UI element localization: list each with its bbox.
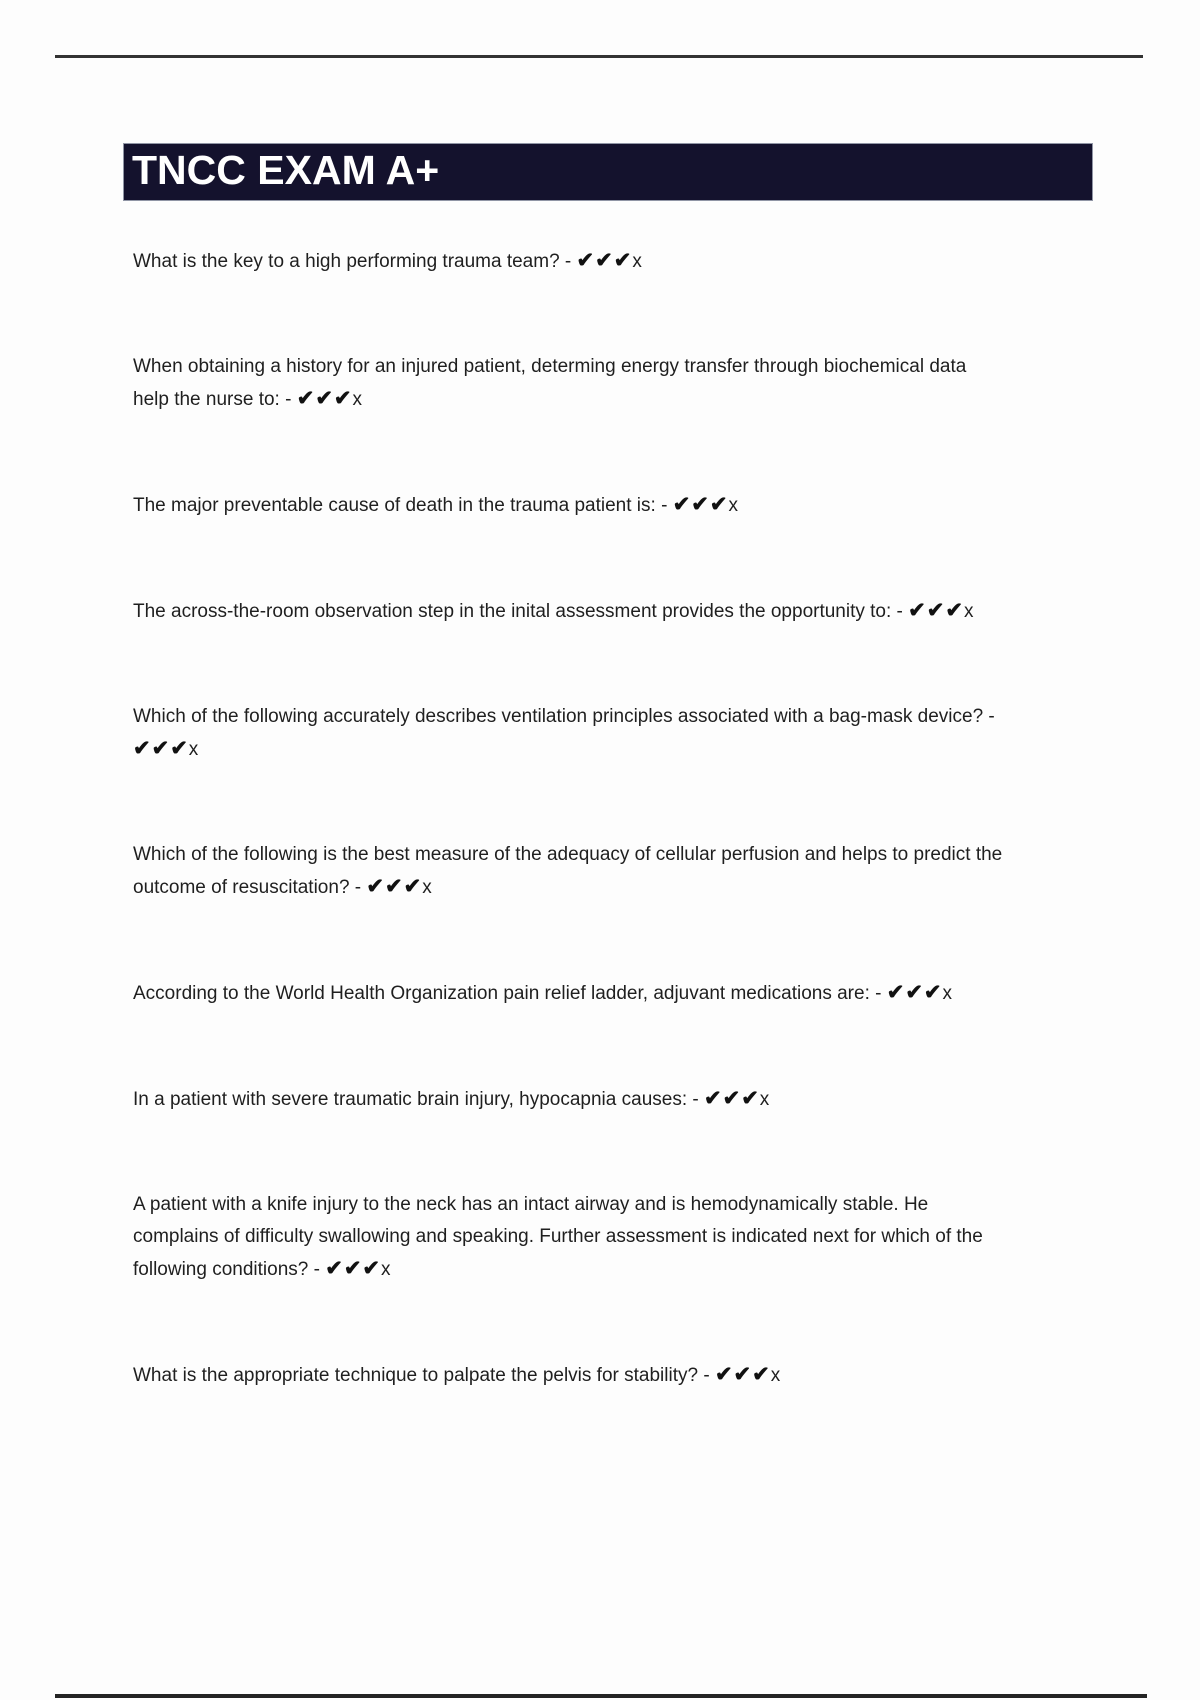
question-line: ✔✔✔x xyxy=(133,737,199,760)
question-line: What is the key to a high performing trauma team? - ✔✔✔x xyxy=(133,249,642,272)
question-line: help the nurse to: - ✔✔✔x xyxy=(133,387,363,410)
question-line: outcome of resuscitation? - ✔✔✔x xyxy=(133,875,432,898)
question-line: Which of the following is the best measure of the adequacy of cellular perfusion and helps to predict the xyxy=(133,844,1003,865)
checkmark-icon: ✔✔✔ xyxy=(133,737,189,760)
question-line: complains of difficulty swallowing and speaking. Further assessment is indicated next for which of the xyxy=(133,1226,983,1247)
checkmark-icon: ✔✔✔ xyxy=(908,599,964,622)
question-block xyxy=(133,701,1073,766)
question-block xyxy=(133,977,1073,1010)
question-line: When obtaining a history for an injured patient, determing energy transfer through biochemical data xyxy=(133,356,967,377)
question-block xyxy=(133,489,1073,522)
question-block xyxy=(133,351,1073,416)
question-block xyxy=(133,1189,1073,1286)
checkmark-icon: ✔✔✔ xyxy=(366,875,423,898)
question-line: A patient with a knife injury to the neck has an intact airway and is hemodynamically stable. He xyxy=(133,1194,929,1215)
question-block xyxy=(133,839,1073,904)
checkmark-icon: ✔✔✔ xyxy=(672,493,729,516)
question-block xyxy=(133,1359,1073,1392)
title-bar xyxy=(123,143,1093,201)
question-line: The major preventable cause of death in the trauma patient is: - ✔✔✔x xyxy=(133,493,738,516)
checkmark-icon: ✔✔✔ xyxy=(296,387,353,410)
question-line: In a patient with severe traumatic brain injury, hypocapnia causes: - ✔✔✔x xyxy=(133,1087,770,1110)
questions-list xyxy=(133,245,1073,1465)
page-title: TNCC EXAM A+ xyxy=(132,146,440,193)
question-block xyxy=(133,595,1073,628)
checkmark-icon: ✔✔✔ xyxy=(325,1257,382,1280)
bottom-rule xyxy=(55,1694,1147,1698)
question-block xyxy=(133,1083,1073,1116)
checkmark-icon: ✔✔✔ xyxy=(704,1087,760,1110)
question-block xyxy=(133,245,1073,278)
question-line: According to the World Health Organization pain relief ladder, adjuvant medications are: - ✔✔✔x xyxy=(133,981,953,1004)
checkmark-icon: ✔✔✔ xyxy=(576,249,633,272)
checkmark-icon: ✔✔✔ xyxy=(886,981,943,1004)
question-line: What is the appropriate technique to palpate the pelvis for stability? - ✔✔✔x xyxy=(133,1363,781,1386)
question-line: Which of the following accurately describes ventilation principles associated with a bag-mask device? - xyxy=(133,706,995,727)
question-line: following conditions? - ✔✔✔x xyxy=(133,1257,391,1280)
top-rule xyxy=(55,55,1143,58)
checkmark-icon: ✔✔✔ xyxy=(714,1363,771,1386)
question-line: The across-the-room observation step in the inital assessment provides the opportunity to: - ✔✔✔x xyxy=(133,599,974,622)
